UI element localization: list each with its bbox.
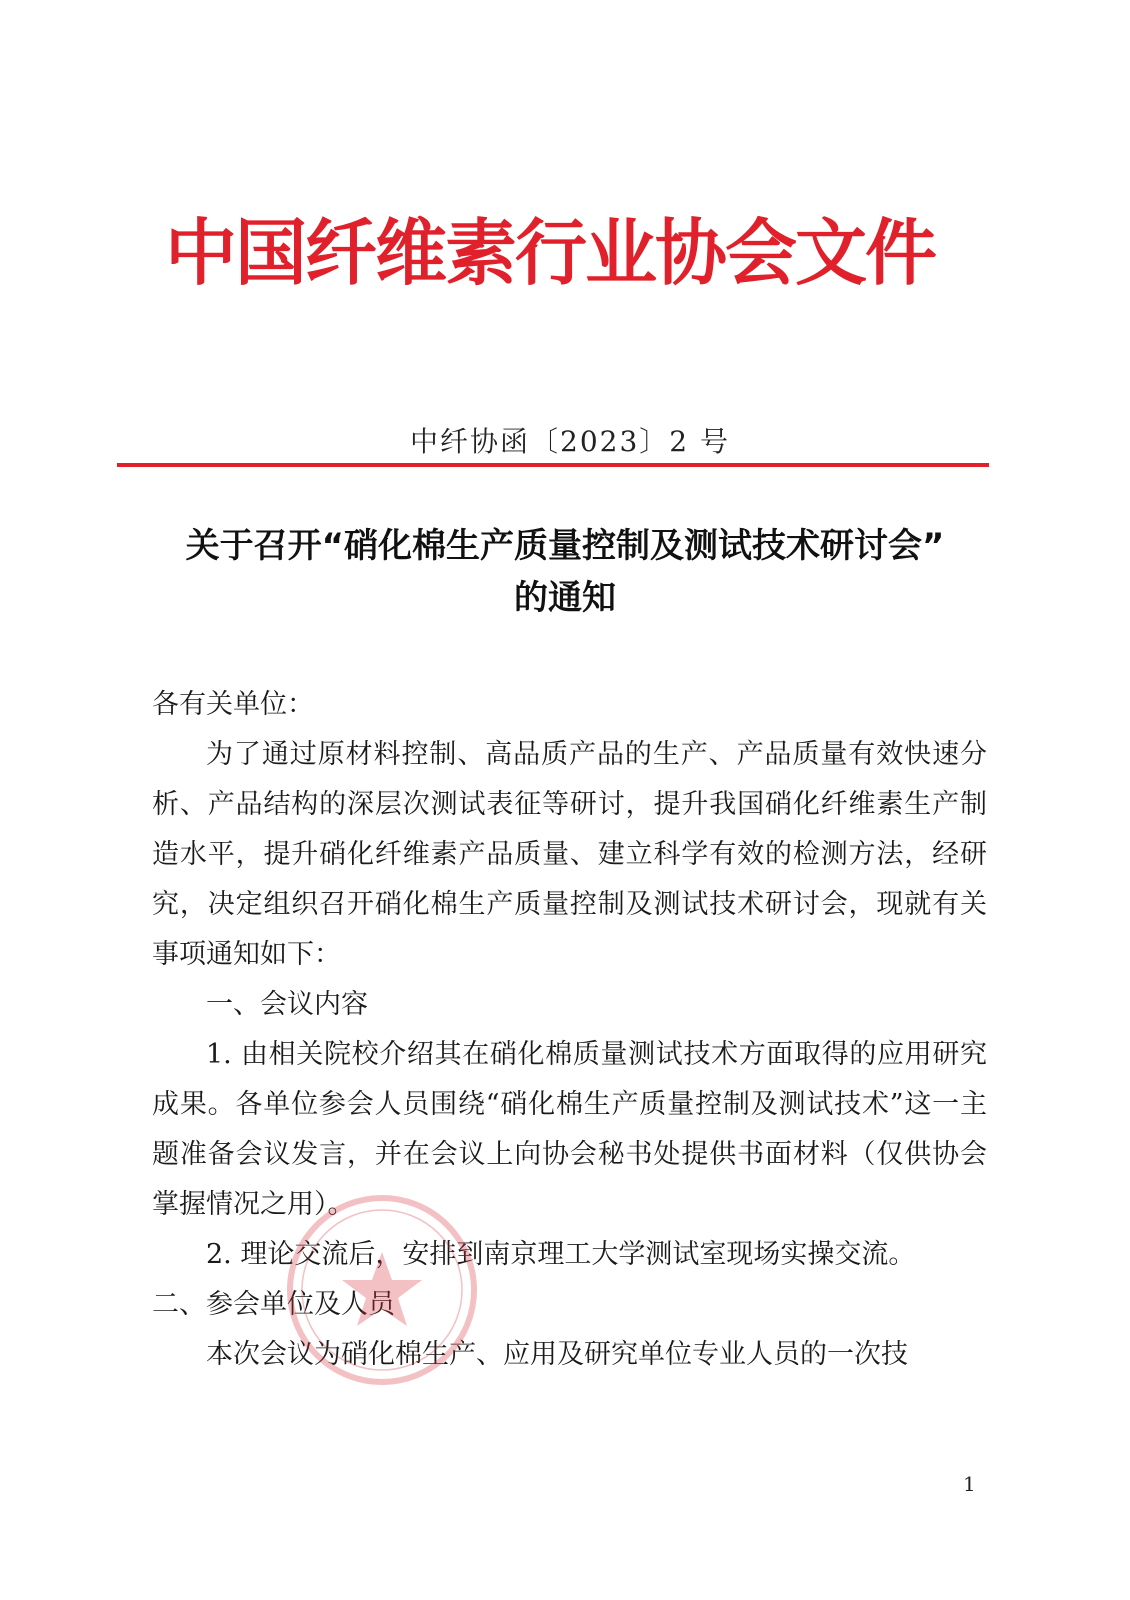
notice-title-line-2: 的通知 [514,578,616,618]
notice-title-line-1: 关于召开“硝化棉生产质量控制及测试技术研讨会” [185,526,945,566]
salutation: 各有关单位： [152,689,314,720]
official-seal-stamp [282,1190,482,1390]
notice-title [130,520,1000,624]
red-divider-line [117,463,989,467]
content-item-2: 2. 理论交流后，安排到南京理工大学测试室现场实操交流。 [206,1239,916,1270]
issuing-organization-title: 中国纤维素行业协会文件 [164,210,935,295]
content-item-1: 1. 由相关院校介绍其在硝化棉质量测试技术方面取得的应用研究成果。各单位参会人员围绕“硝化棉生产质量控制及测试技术”这一主题准备会议发言，并在会议上向协会秘书处提供书面材料（仅供协会掌握情况之用）。 [152,1039,987,1220]
section-1-heading: 一、会议内容 [206,989,368,1020]
intro-paragraph: 为了通过原材料控制、高品质产品的生产、产品质量有效快速分析、产品结构的深层次测试表征等研讨，提升我国硝化纤维素生产制造水平，提升硝化纤维素产品质量、建立科学有效的检测方法，经研究，决定组织召开硝化棉生产质量控制及测试技术研讨会，现就有关事项通知如下： [152,739,987,970]
section-2-heading: 二、参会单位及人员 [152,1289,395,1320]
section-2-text: 本次会议为硝化棉生产、应用及研究单位专业人员的一次技 [206,1339,908,1370]
document-number: 中纤协函〔2023〕2 号 [410,425,730,458]
page-number: 1 [963,1472,976,1496]
